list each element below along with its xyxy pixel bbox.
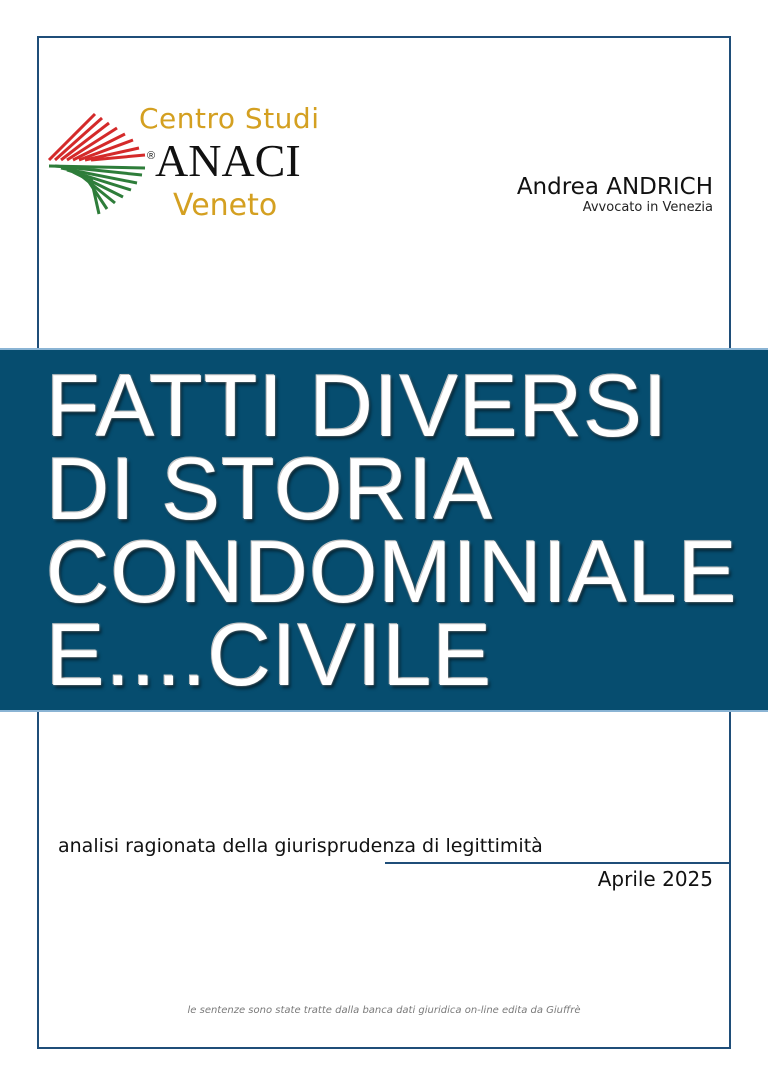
logo-centro-studi: Centro Studi	[139, 102, 320, 135]
logo-registered-mark: ®	[147, 150, 156, 162]
publication-date: Aprile 2025	[597, 867, 713, 891]
anaci-fan-logo-icon	[47, 108, 147, 218]
logo-anaci: ANACI	[155, 135, 301, 186]
title-line-4: E....CIVILE	[46, 605, 493, 704]
subtitle-divider	[385, 862, 731, 864]
source-footnote: le sentenze sono state tratte dalla banca dati giuridica on-line edita da Giuffrè	[187, 1005, 581, 1016]
anaci-logo	[47, 100, 337, 230]
title-line-3: CONDOMINIALE	[46, 522, 738, 621]
author-block	[517, 174, 713, 215]
author-name: Andrea ANDRICH	[516, 174, 713, 200]
author-role: Avvocato in Venezia	[582, 200, 713, 215]
title-line-2: DI STORIA	[46, 439, 494, 538]
subtitle: analisi ragionata della giurisprudenza di legittimità	[58, 835, 543, 857]
title-banner	[0, 348, 768, 712]
title-line-1: FATTI DIVERSI	[46, 356, 669, 455]
logo-veneto: Veneto	[173, 188, 278, 223]
